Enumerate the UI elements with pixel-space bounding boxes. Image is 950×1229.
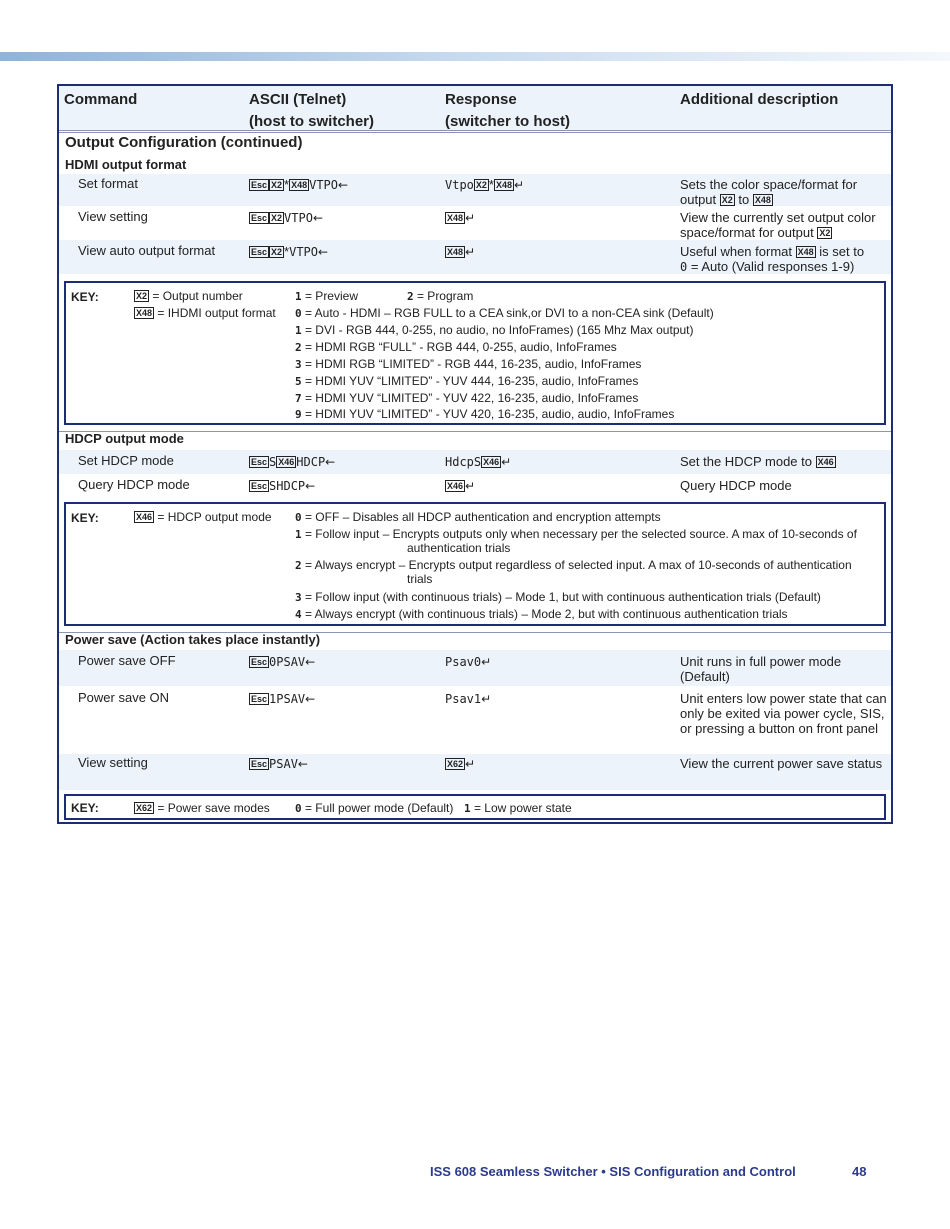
- command-text: PSAV: [269, 757, 298, 771]
- esc-key-icon: Esc: [251, 213, 268, 223]
- row-response: [445, 478, 475, 494]
- key-number: 1: [295, 290, 302, 303]
- key-text: = Always encrypt – Encrypts output regardless of selected input. A max of 10-seconds of authentication: [304, 558, 852, 572]
- command-text: VTPO: [284, 211, 313, 225]
- header-divider: [59, 130, 891, 133]
- row-description: Unit runs in full power mode (Default): [680, 654, 842, 684]
- footer-title: ISS 608 Seamless Switcher • SIS Configuration and Control: [430, 1164, 796, 1179]
- arrow-left-icon: ←: [305, 692, 316, 706]
- arrow-left-icon: ←: [305, 655, 316, 669]
- x48-variable: X48: [136, 308, 153, 318]
- key-number: 1: [295, 528, 302, 541]
- row-description: Unit enters low power state that can only be exited via power cycle, SIS, or pressing a button on front panel: [680, 691, 887, 736]
- key-program: [407, 289, 473, 304]
- key-number: 2: [407, 290, 414, 303]
- return-arrow-icon: ↵: [465, 757, 476, 771]
- key-text: = Low power state: [473, 801, 572, 815]
- return-arrow-icon: ↵: [481, 692, 492, 706]
- row-command: Set format: [78, 176, 138, 191]
- row-command: Power save OFF: [78, 653, 176, 668]
- asterisk: *: [284, 244, 290, 259]
- key-number: 3: [295, 591, 302, 604]
- x2-variable: X2: [271, 180, 283, 190]
- top-banner-bar: [0, 52, 950, 61]
- key-text: = Auto - HDMI – RGB FULL to a CEA sink,or DVI to a non-CEA sink (Default): [304, 306, 714, 320]
- key-text: = Full power mode (Default): [304, 801, 454, 815]
- row-response: [445, 244, 475, 260]
- key-x2: [134, 289, 243, 303]
- table-header: [59, 86, 891, 131]
- arrow-left-icon: ←: [305, 479, 316, 493]
- arrow-left-icon: ←: [312, 211, 323, 225]
- table-row: [59, 174, 891, 206]
- command-text: S: [269, 455, 277, 469]
- key-text: = Power save modes: [157, 801, 270, 815]
- key-number: 7: [295, 392, 302, 405]
- x2-variable: X2: [475, 180, 487, 190]
- key-line: [464, 801, 572, 816]
- key-line: [295, 340, 617, 355]
- key-text: = OFF – Disables all HDCP authentication and encryption attempts: [304, 510, 661, 524]
- row-command: View auto output format: [78, 243, 216, 258]
- key-text: = HDMI YUV “LIMITED” - YUV 422, 16-235, audio, InfoFrames: [304, 391, 639, 405]
- desc-line: Sets the color space/format for: [680, 177, 858, 192]
- key-text: = IHDMI output format: [157, 306, 276, 320]
- desc-line: [680, 244, 890, 259]
- row-command: View setting: [78, 755, 148, 770]
- row-description: [680, 244, 890, 275]
- esc-key-icon: Esc: [251, 481, 268, 491]
- key-number: 0: [295, 307, 302, 320]
- row-ascii: [249, 478, 315, 494]
- row-response: [445, 454, 511, 470]
- row-description: [680, 210, 890, 240]
- key-text: = Follow input (with continuous trials) – Mode 1, but with continuous authentication trials (Default): [304, 590, 821, 604]
- x46-variable: X46: [278, 457, 295, 467]
- header-ascii-line2: (host to switcher): [249, 113, 375, 130]
- header-description: Additional description: [680, 91, 839, 108]
- key-number: 9: [295, 408, 302, 421]
- command-text: 0PSAV: [269, 655, 306, 669]
- x2-variable: X2: [721, 195, 733, 205]
- row-command: Power save ON: [78, 690, 170, 705]
- key-x46: [134, 510, 272, 524]
- key-number: 2: [295, 341, 302, 354]
- x48-variable: X48: [447, 247, 464, 257]
- value-zero: 0: [680, 260, 688, 274]
- key-box-hdmi: [64, 281, 886, 425]
- key-line: [295, 323, 694, 338]
- x46-variable: X46: [136, 512, 153, 522]
- row-response: [445, 691, 491, 707]
- header-ascii: [249, 89, 374, 133]
- row-command: Set HDCP mode: [78, 453, 174, 468]
- x2-variable: X2: [819, 228, 831, 238]
- x48-variable: X48: [754, 195, 771, 205]
- subsection-hdcp: HDCP output mode: [65, 431, 184, 446]
- key-text: = HDMI YUV “LIMITED” - YUV 420, 16-235, audio, audio, InfoFrames: [304, 407, 675, 421]
- esc-key-icon: Esc: [251, 759, 268, 769]
- row-ascii: [249, 654, 315, 670]
- desc-text: to: [738, 192, 750, 207]
- command-text: VTPO: [309, 178, 339, 192]
- key-number: 3: [295, 358, 302, 371]
- x48-variable: X48: [291, 180, 308, 190]
- table-row: [59, 754, 891, 790]
- key-x62: [134, 801, 270, 815]
- desc-line: [680, 259, 890, 275]
- key-text: = Preview: [304, 289, 358, 303]
- key-line: [295, 607, 788, 622]
- key-text: = HDCP output mode: [157, 510, 272, 524]
- header-ascii-line1: ASCII (Telnet): [249, 91, 347, 108]
- page-number: 48: [852, 1164, 867, 1179]
- key-box-power: [64, 794, 886, 820]
- key-label: KEY:: [71, 511, 99, 525]
- arrow-left-icon: ←: [318, 245, 329, 259]
- key-number: 2: [295, 559, 302, 572]
- response-text: HdcpS: [445, 455, 482, 469]
- key-number: 4: [295, 608, 302, 621]
- response-text: Vtpo: [445, 178, 474, 192]
- command-table: [57, 84, 893, 824]
- desc-text: output: [680, 192, 717, 207]
- key-line: [295, 558, 852, 573]
- desc-text: Set the HDCP mode to: [680, 454, 812, 469]
- x46-variable: X46: [447, 481, 464, 491]
- key-text: = HDMI RGB “FULL” - RGB 444, 0-255, audio, InfoFrames: [304, 340, 617, 354]
- row-description: [680, 454, 890, 469]
- asterisk: *: [488, 177, 494, 192]
- return-arrow-icon: ↵: [481, 655, 492, 669]
- command-text: VTPO: [289, 245, 318, 259]
- return-arrow-icon: ↵: [501, 455, 512, 469]
- return-arrow-icon: ↵: [465, 245, 476, 259]
- table-row: [59, 450, 891, 474]
- table-row: [59, 686, 891, 754]
- key-number: 1: [295, 324, 302, 337]
- row-response: [445, 210, 475, 226]
- esc-key-icon: Esc: [251, 457, 268, 467]
- header-response-line1: Response: [445, 91, 517, 108]
- key-text: = Follow input – Encrypts outputs only when necessary per the selected source. A max of 10-seconds of: [304, 527, 857, 541]
- x2-variable: X2: [136, 291, 148, 301]
- key-text: trials: [407, 572, 433, 586]
- key-box-hdcp: [64, 502, 886, 626]
- table-row: [59, 206, 891, 240]
- desc-text: = Auto (Valid responses 1-9): [690, 259, 855, 274]
- key-number: 0: [295, 802, 302, 815]
- key-line: [295, 374, 638, 389]
- desc-line: [680, 225, 890, 240]
- row-ascii: [249, 177, 348, 193]
- arrow-left-icon: ←: [325, 455, 336, 469]
- esc-key-icon: Esc: [251, 694, 268, 704]
- key-number: 5: [295, 375, 302, 388]
- key-text: = HDMI RGB “LIMITED” - RGB 444, 16-235, audio, InfoFrames: [304, 357, 642, 371]
- x46-variable: X46: [817, 457, 834, 467]
- esc-key-icon: Esc: [251, 180, 268, 190]
- key-text: = Output number: [152, 289, 243, 303]
- desc-line: [680, 192, 890, 207]
- section-title: Output Configuration (continued): [65, 134, 303, 151]
- command-text: SHDCP: [269, 479, 306, 493]
- command-text: 1PSAV: [269, 692, 306, 706]
- header-response: [445, 89, 570, 133]
- row-description: [680, 177, 890, 207]
- row-response: [445, 756, 475, 772]
- return-arrow-icon: ↵: [465, 211, 476, 225]
- key-number: 1: [464, 802, 471, 815]
- key-line: [295, 801, 453, 816]
- return-arrow-icon: ↵: [465, 479, 476, 493]
- key-line: [295, 306, 714, 321]
- row-command: View setting: [78, 209, 148, 224]
- row-description: Query HDCP mode: [680, 478, 792, 493]
- key-line: [295, 407, 674, 422]
- key-text: = HDMI YUV “LIMITED” - YUV 444, 16-235, audio, InfoFrames: [304, 374, 639, 388]
- key-text: = Program: [416, 289, 474, 303]
- key-text: = Always encrypt (with continuous trials) – Mode 2, but with continuous authentication trials: [304, 607, 788, 621]
- row-response: [445, 654, 491, 670]
- subsection-power: Power save (Action takes place instantly): [65, 632, 321, 647]
- key-label: KEY:: [71, 801, 99, 815]
- table-row: [59, 650, 891, 686]
- table-row: [59, 240, 891, 274]
- key-line: [295, 590, 821, 605]
- row-ascii: [249, 244, 328, 260]
- key-number: 0: [295, 511, 302, 524]
- row-response: [445, 177, 524, 193]
- esc-key-icon: Esc: [251, 247, 268, 257]
- key-label: KEY:: [71, 290, 99, 304]
- x48-variable: X48: [495, 180, 512, 190]
- key-text: = DVI - RGB 444, 0-255, no audio, no InfoFrames) (165 Mhz Max output): [304, 323, 694, 337]
- arrow-left-icon: ←: [338, 178, 349, 192]
- row-ascii: [249, 691, 315, 707]
- x2-variable: X2: [271, 213, 283, 223]
- key-preview: [295, 289, 358, 304]
- x48-variable: X48: [797, 247, 814, 257]
- desc-text: Useful when format: [680, 244, 792, 259]
- row-ascii: [249, 756, 308, 772]
- x48-variable: X48: [447, 213, 464, 223]
- row-ascii: [249, 210, 323, 226]
- return-arrow-icon: ↵: [514, 178, 525, 192]
- table-row: [59, 474, 891, 498]
- key-line: [295, 391, 638, 406]
- header-response-line2: (switcher to host): [445, 113, 571, 130]
- response-text: Psav1: [445, 692, 482, 706]
- desc-text: is set to: [819, 244, 865, 259]
- x62-variable: X62: [447, 759, 464, 769]
- command-text: HDCP: [296, 455, 326, 469]
- subsection-hdmi: HDMI output format: [65, 157, 187, 172]
- row-ascii: [249, 454, 335, 470]
- row-description: View the current power save status: [680, 756, 883, 771]
- response-text: Psav0: [445, 655, 482, 669]
- x46-variable: X46: [483, 457, 500, 467]
- row-command: Query HDCP mode: [78, 477, 190, 492]
- esc-key-icon: Esc: [251, 657, 268, 667]
- key-line: [295, 527, 857, 542]
- arrow-left-icon: ←: [297, 757, 308, 771]
- key-line: [295, 357, 641, 372]
- x62-variable: X62: [136, 803, 153, 813]
- desc-text: space/format for output: [680, 225, 814, 240]
- key-text: authentication trials: [407, 541, 511, 555]
- desc-line: View the currently set output color: [680, 210, 876, 225]
- header-command: Command: [64, 91, 138, 108]
- asterisk: *: [284, 177, 290, 192]
- x2-variable: X2: [271, 247, 283, 257]
- key-x48: [134, 306, 276, 320]
- key-line: [295, 510, 661, 525]
